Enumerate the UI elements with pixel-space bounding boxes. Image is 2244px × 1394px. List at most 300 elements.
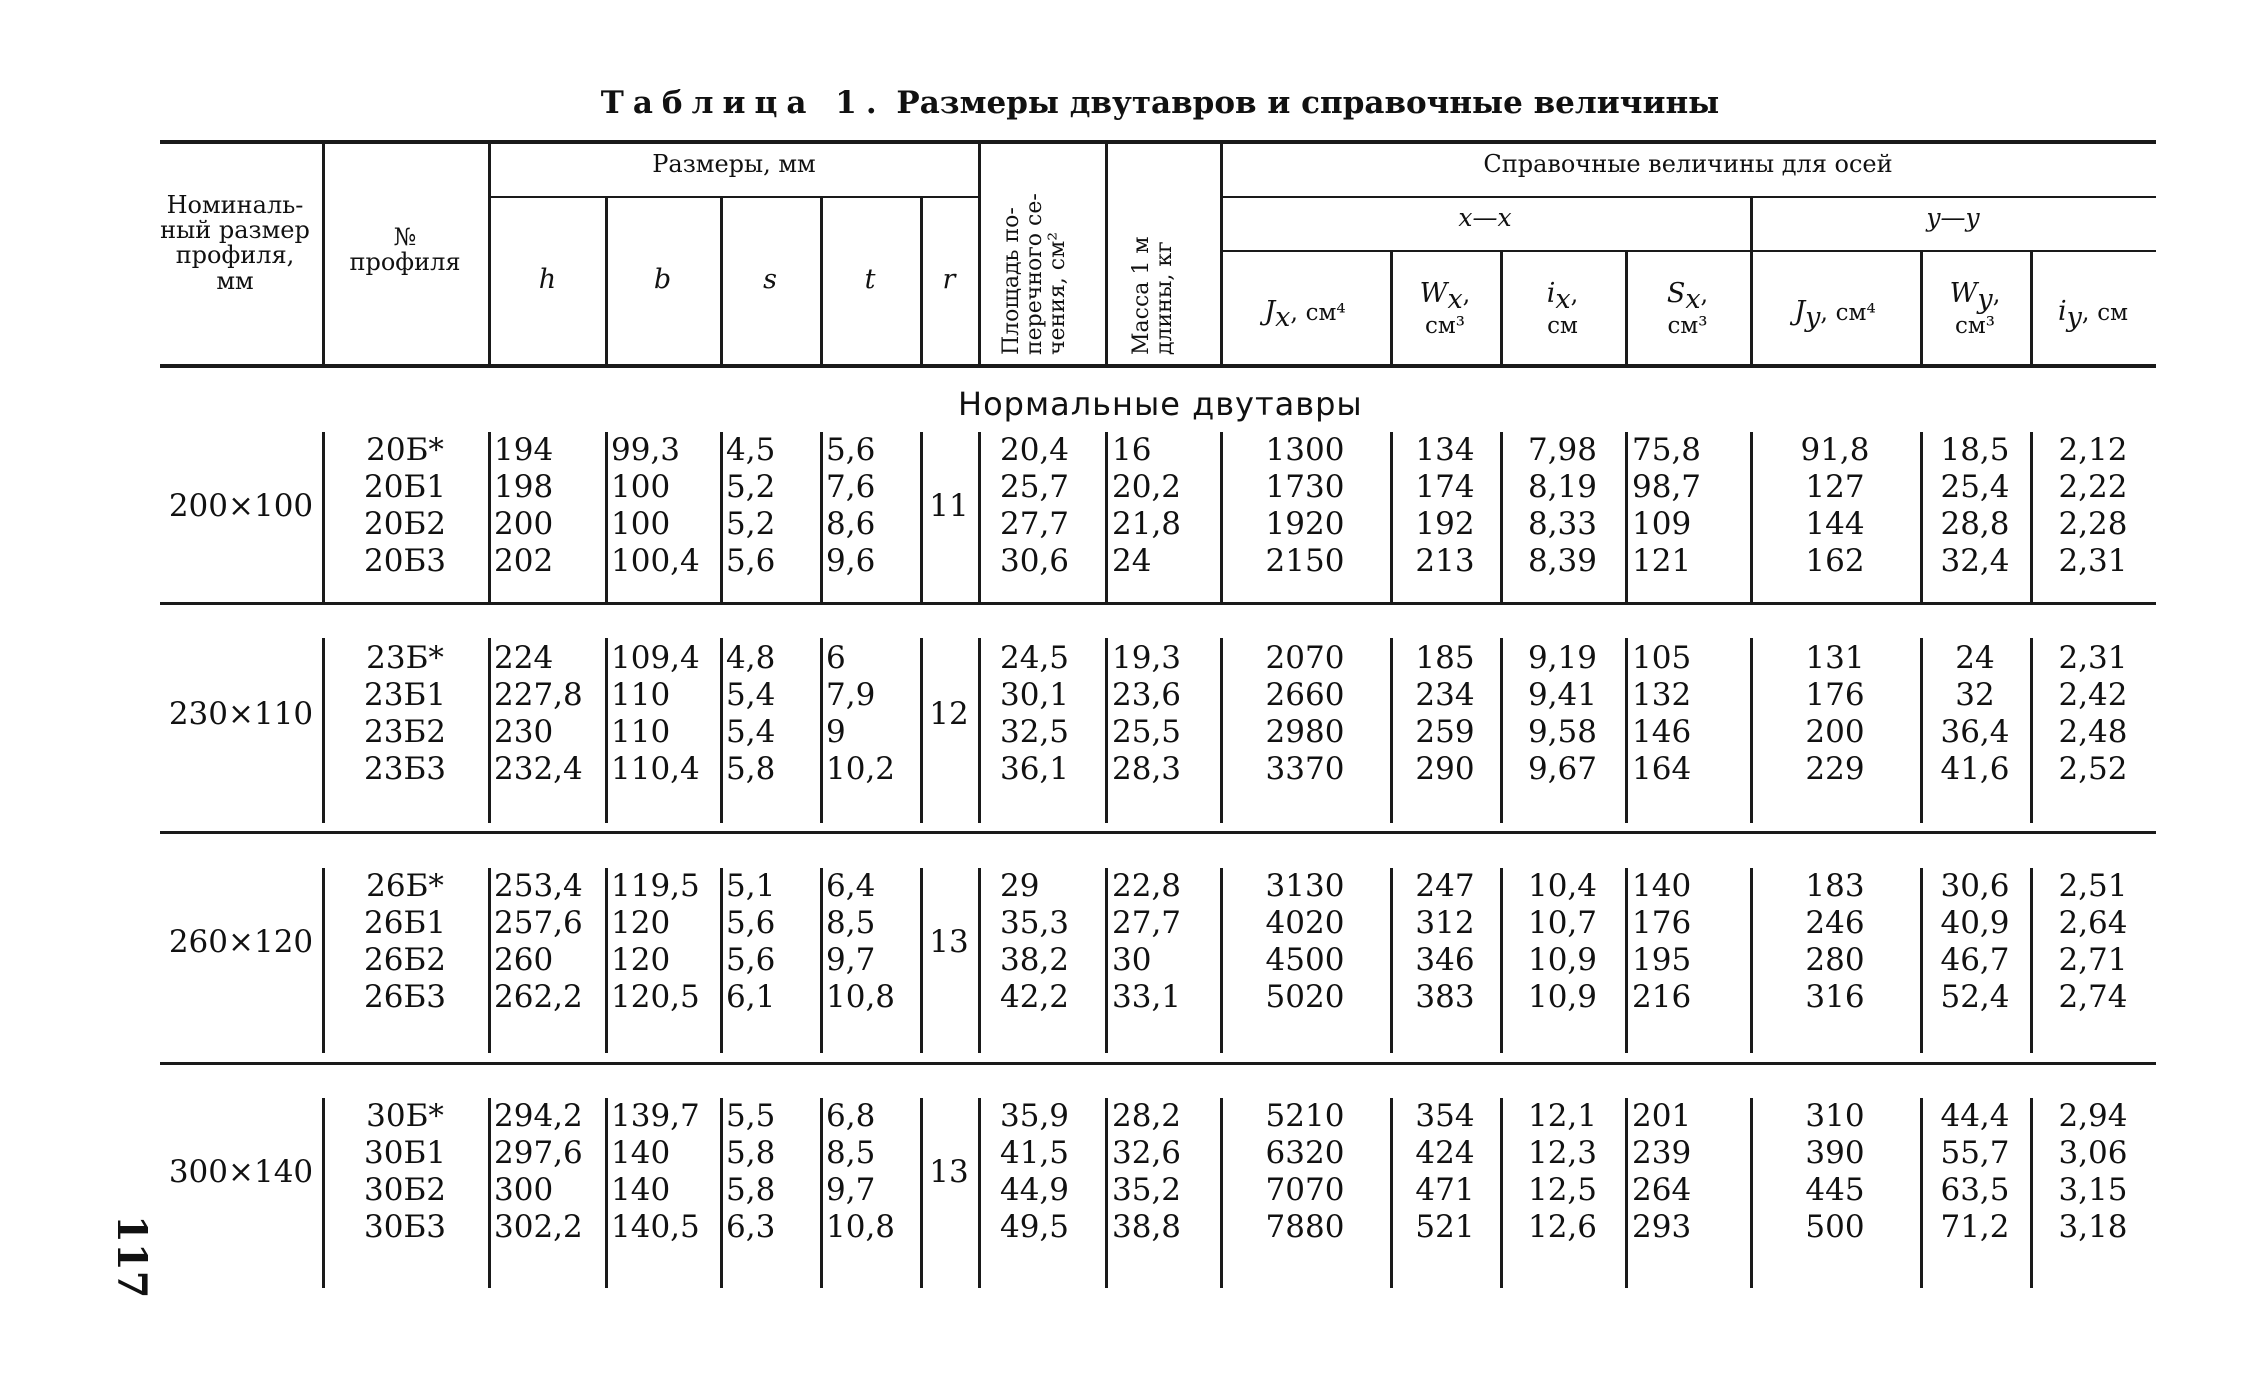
cell-s: 5,8 xyxy=(726,751,776,787)
header-dim-t: t xyxy=(864,264,876,295)
header-profile-line1: № xyxy=(393,223,417,251)
cell-wx: 192 xyxy=(1415,506,1475,542)
header-ix-unit: см xyxy=(1547,313,1578,340)
cell-wx: 259 xyxy=(1415,714,1475,750)
header-nominal-line3: профиля, xyxy=(175,241,295,270)
cell-profile: 23Б3 xyxy=(364,751,446,787)
header-sx-symbol: S xyxy=(1666,278,1686,309)
cell-t: 9,6 xyxy=(826,543,876,579)
cell-b: 100,4 xyxy=(611,543,700,579)
body-rule-g2-5 xyxy=(920,868,923,1053)
cell-t: 8,6 xyxy=(826,506,876,542)
cell-mass: 35,2 xyxy=(1112,1172,1182,1208)
cell-iy: 2,31 xyxy=(2058,543,2128,579)
cell-sx: 121 xyxy=(1632,543,1692,579)
cell-sx: 105 xyxy=(1632,640,1692,676)
cell-mass: 22,8 xyxy=(1112,868,1182,904)
body-rule-g3-4 xyxy=(820,1098,823,1288)
cell-wx: 213 xyxy=(1415,543,1475,579)
cell-t: 8,5 xyxy=(826,905,876,941)
cell-s: 5,1 xyxy=(726,868,776,904)
cell-h: 194 xyxy=(494,432,554,468)
cell-profile: 20Б1 xyxy=(364,469,446,505)
cell-b: 100 xyxy=(611,469,671,505)
header-wx-sub: x xyxy=(1447,283,1463,315)
cell-area: 42,2 xyxy=(1000,979,1070,1015)
body-rule-g3-6 xyxy=(978,1098,981,1288)
cell-ix: 10,9 xyxy=(1527,942,1598,978)
cell-b: 140 xyxy=(611,1135,671,1171)
cell-t: 6,8 xyxy=(826,1098,876,1134)
cell-iy: 3,15 xyxy=(2058,1172,2128,1208)
header-dim-r: r xyxy=(942,264,956,295)
cell-s: 4,5 xyxy=(726,432,776,468)
cell-s: 6,3 xyxy=(726,1209,776,1245)
cell-jx: 2070 xyxy=(1265,640,1345,676)
cell-sx: 132 xyxy=(1632,677,1692,713)
header-profile xyxy=(325,225,485,275)
cell-mass: 30 xyxy=(1112,942,1152,978)
cell-wx: 346 xyxy=(1415,942,1475,978)
cell-jx: 2660 xyxy=(1265,677,1345,713)
cell-iy: 2,71 xyxy=(2058,942,2128,978)
cell-wx: 234 xyxy=(1415,677,1475,713)
cell-wx: 383 xyxy=(1415,979,1475,1015)
cell-area: 29 xyxy=(1000,868,1040,904)
dim-r-value: 13 xyxy=(929,923,969,960)
header-iy-unit: см xyxy=(2097,300,2128,326)
cell-wy: 36,4 xyxy=(1940,714,2010,750)
cell-ix: 10,9 xyxy=(1527,979,1598,1015)
cell-area: 41,5 xyxy=(1000,1135,1070,1171)
header-jy-symbol: J xyxy=(1794,296,1806,327)
header-nominal-line2: ный размер xyxy=(160,216,310,245)
cell-h: 294,2 xyxy=(494,1098,583,1134)
cell-wx: 247 xyxy=(1415,868,1475,904)
header-jx-sub: x xyxy=(1275,301,1291,333)
cell-area: 30,6 xyxy=(1000,543,1070,579)
cell-mass: 19,3 xyxy=(1112,640,1182,676)
cell-jx: 2150 xyxy=(1265,543,1345,579)
cell-h: 262,2 xyxy=(494,979,583,1015)
cell-area: 36,1 xyxy=(1000,751,1070,787)
cell-h: 257,6 xyxy=(494,905,583,941)
header-wy: $W_y$, см³ xyxy=(1920,280,2030,338)
cell-ix: 8,39 xyxy=(1527,543,1598,579)
cell-jy: 316 xyxy=(1805,979,1865,1015)
cell-wy: 32,4 xyxy=(1940,543,2010,579)
cell-jy: 183 xyxy=(1805,868,1865,904)
header-wy-unit: см³ xyxy=(1955,313,1995,340)
cell-ix: 8,19 xyxy=(1527,469,1598,505)
cell-profile: 23Б* xyxy=(366,640,444,676)
rule-axis-sub xyxy=(1220,250,2156,252)
cell-iy: 2,28 xyxy=(2058,506,2128,542)
cell-ix: 9,19 xyxy=(1527,640,1598,676)
cell-wy: 24 xyxy=(1955,640,1995,676)
rule-dims-sub xyxy=(488,196,978,198)
header-mass xyxy=(1130,237,1176,356)
cell-t: 5,6 xyxy=(826,432,876,468)
cell-h: 227,8 xyxy=(494,677,583,713)
header-area xyxy=(1000,193,1069,355)
cell-mass: 20,2 xyxy=(1112,469,1182,505)
cell-iy: 2,51 xyxy=(2058,868,2128,904)
header-area-line1: Площадь по- xyxy=(999,207,1024,355)
cell-mass: 38,8 xyxy=(1112,1209,1182,1245)
cell-wy: 41,6 xyxy=(1940,751,2010,787)
header-wx-symbol: W xyxy=(1419,278,1448,309)
cell-ix: 12,6 xyxy=(1527,1209,1598,1245)
cell-b: 120 xyxy=(611,942,671,978)
cell-sx: 98,7 xyxy=(1632,469,1702,505)
cell-sx: 109 xyxy=(1632,506,1692,542)
cell-profile: 20Б* xyxy=(366,432,444,468)
cell-wy: 32 xyxy=(1955,677,1995,713)
cell-s: 4,8 xyxy=(726,640,776,676)
body-rule-g2-2 xyxy=(605,868,608,1053)
cell-wy: 52,4 xyxy=(1940,979,2010,1015)
cell-wx: 134 xyxy=(1415,432,1475,468)
cell-b: 120,5 xyxy=(611,979,700,1015)
cell-t: 10,2 xyxy=(826,751,896,787)
cell-s: 5,6 xyxy=(726,905,776,941)
cell-ix: 8,33 xyxy=(1527,506,1598,542)
cell-profile: 26Б1 xyxy=(364,905,446,941)
cell-t: 10,8 xyxy=(826,1209,896,1245)
cell-jy: 390 xyxy=(1805,1135,1865,1171)
header-jy: $J_y$, см⁴ xyxy=(1794,296,1876,333)
cell-t: 8,5 xyxy=(826,1135,876,1171)
header-sx-unit: см³ xyxy=(1667,313,1708,340)
cell-wx: 521 xyxy=(1415,1209,1475,1245)
header-rule-3 xyxy=(1105,144,1108,364)
header-mass-line1: Масса 1 м xyxy=(1129,236,1154,355)
cell-jx: 1300 xyxy=(1265,432,1345,468)
cell-iy: 2,48 xyxy=(2058,714,2128,750)
cell-iy: 2,74 xyxy=(2058,979,2128,1015)
cell-profile: 30Б2 xyxy=(364,1172,446,1208)
cell-t: 10,8 xyxy=(826,979,896,1015)
body-rule-g1-6 xyxy=(978,638,981,823)
cell-jx: 5020 xyxy=(1265,979,1345,1015)
cell-mass: 28,3 xyxy=(1112,751,1182,787)
cell-profile: 26Б2 xyxy=(364,942,446,978)
cell-ix: 7,98 xyxy=(1527,432,1598,468)
cell-iy: 2,22 xyxy=(2058,469,2128,505)
cell-area: 24,5 xyxy=(1000,640,1070,676)
nominal-size: 200×100 xyxy=(168,487,314,524)
header-dimensions: Размеры, мм xyxy=(652,150,816,178)
header-dim-s: s xyxy=(763,264,777,295)
cell-jx: 7880 xyxy=(1265,1209,1345,1245)
cell-iy: 2,94 xyxy=(2058,1098,2128,1134)
cell-area: 25,7 xyxy=(1000,469,1070,505)
cell-wy: 18,5 xyxy=(1940,432,2010,468)
cell-b: 100 xyxy=(611,506,671,542)
header-dim-b: b xyxy=(653,264,672,295)
cell-wx: 471 xyxy=(1415,1172,1475,1208)
cell-sx: 164 xyxy=(1632,751,1692,787)
cell-jx: 5210 xyxy=(1265,1098,1345,1134)
body-rule-g1-7 xyxy=(1105,638,1108,823)
cell-jx: 6320 xyxy=(1265,1135,1345,1171)
dim-r-value: 11 xyxy=(929,487,969,524)
body-rule-g3-7 xyxy=(1105,1098,1108,1288)
cell-jy: 200 xyxy=(1805,714,1865,750)
cell-wx: 290 xyxy=(1415,751,1475,787)
cell-wy: 30,6 xyxy=(1940,868,2010,904)
header-profile-line2: профиля xyxy=(349,248,461,277)
cell-h: 300 xyxy=(494,1172,554,1208)
body-rule-g3-2 xyxy=(605,1098,608,1288)
header-iy-sub: y xyxy=(2066,301,2082,333)
body-rule-g3-3 xyxy=(720,1098,723,1288)
cell-b: 109,4 xyxy=(611,640,700,676)
cell-s: 5,2 xyxy=(726,506,776,542)
cell-b: 139,7 xyxy=(611,1098,700,1134)
cell-jx: 1920 xyxy=(1265,506,1345,542)
body-rule-g2-3 xyxy=(720,868,723,1053)
cell-t: 9,7 xyxy=(826,1172,876,1208)
body-rule-g0-1 xyxy=(488,432,491,602)
cell-sx: 264 xyxy=(1632,1172,1692,1208)
cell-b: 140,5 xyxy=(611,1209,700,1245)
header-jx-unit: см⁴ xyxy=(1305,300,1346,326)
cell-jx: 7070 xyxy=(1265,1172,1345,1208)
header-ix: $i_x$, см xyxy=(1500,280,1625,338)
cell-mass: 24 xyxy=(1112,543,1152,579)
cell-wx: 312 xyxy=(1415,905,1475,941)
dim-r-value: 12 xyxy=(929,695,969,732)
header-wy-symbol: W xyxy=(1949,278,1978,309)
cell-mass: 32,6 xyxy=(1112,1135,1182,1171)
cell-b: 99,3 xyxy=(611,432,681,468)
cell-jx: 4500 xyxy=(1265,942,1345,978)
cell-h: 230 xyxy=(494,714,554,750)
cell-area: 20,4 xyxy=(1000,432,1070,468)
nominal-size: 230×110 xyxy=(168,695,314,732)
header-nominal-line4: мм xyxy=(216,266,254,295)
body-rule-g2-1 xyxy=(488,868,491,1053)
cell-mass: 25,5 xyxy=(1112,714,1182,750)
nominal-size: 300×140 xyxy=(168,1153,314,1190)
cell-s: 6,1 xyxy=(726,979,776,1015)
cell-mass: 16 xyxy=(1112,432,1152,468)
page-number: 117 xyxy=(108,1215,155,1299)
header-jx: $J_x$, см⁴ xyxy=(1264,296,1346,333)
header-sx-sub: x xyxy=(1685,283,1701,315)
body-rule-g0-3 xyxy=(720,432,723,602)
cell-s: 5,8 xyxy=(726,1172,776,1208)
cell-sx: 216 xyxy=(1632,979,1692,1015)
body-rule-g3-1 xyxy=(488,1098,491,1288)
cell-ix: 9,41 xyxy=(1527,677,1598,713)
cell-profile: 30Б1 xyxy=(364,1135,446,1171)
header-dim-h: h xyxy=(538,264,557,295)
cell-t: 7,9 xyxy=(826,677,876,713)
body-rule-g0-11 xyxy=(1625,432,1628,602)
cell-area: 49,5 xyxy=(1000,1209,1070,1245)
header-axis-x: x—x xyxy=(1458,203,1512,232)
body-rule-g1-1 xyxy=(488,638,491,823)
cell-t: 7,6 xyxy=(826,469,876,505)
cell-h: 202 xyxy=(494,543,554,579)
cell-iy: 2,42 xyxy=(2058,677,2128,713)
cell-profile: 20Б3 xyxy=(364,543,446,579)
cell-s: 5,5 xyxy=(726,1098,776,1134)
cell-b: 119,5 xyxy=(611,868,700,904)
body-rule-g0-2 xyxy=(605,432,608,602)
cell-sx: 140 xyxy=(1632,868,1692,904)
header-rule-2 xyxy=(978,144,981,364)
body-rule-g2-4 xyxy=(820,868,823,1053)
rule-ref-sub xyxy=(1220,196,2156,198)
cell-iy: 3,06 xyxy=(2058,1135,2128,1171)
cell-ix: 12,1 xyxy=(1527,1098,1598,1134)
cell-h: 198 xyxy=(494,469,554,505)
cell-s: 5,6 xyxy=(726,942,776,978)
cell-iy: 2,12 xyxy=(2058,432,2128,468)
body-rule-g0-6 xyxy=(978,432,981,602)
cell-jy: 162 xyxy=(1805,543,1865,579)
header-nominal-line1: Номиналь- xyxy=(166,191,304,219)
body-rule-g2-7 xyxy=(1105,868,1108,1053)
cell-mass: 33,1 xyxy=(1112,979,1182,1015)
cell-iy: 2,64 xyxy=(2058,905,2128,941)
cell-wy: 40,9 xyxy=(1940,905,2010,941)
cell-h: 232,4 xyxy=(494,751,583,787)
cell-mass: 28,2 xyxy=(1112,1098,1182,1134)
cell-b: 110 xyxy=(611,714,671,750)
cell-jy: 246 xyxy=(1805,905,1865,941)
cell-profile: 23Б1 xyxy=(364,677,446,713)
cell-jx: 3370 xyxy=(1265,751,1345,787)
cell-t: 6,4 xyxy=(826,868,876,904)
nominal-size: 260×120 xyxy=(168,923,314,960)
cell-s: 5,2 xyxy=(726,469,776,505)
cell-jx: 3130 xyxy=(1265,868,1345,904)
cell-jy: 500 xyxy=(1805,1209,1865,1245)
cell-b: 140 xyxy=(611,1172,671,1208)
table-title-text: Размеры двутавров и справочные величины xyxy=(896,85,1720,121)
body-rule-g0-4 xyxy=(820,432,823,602)
cell-iy: 2,31 xyxy=(2058,640,2128,676)
cell-sx: 75,8 xyxy=(1632,432,1702,468)
cell-ix: 12,3 xyxy=(1527,1135,1598,1171)
body-rule-g1-3 xyxy=(720,638,723,823)
header-reference: Справочные величины для осей xyxy=(1483,150,1893,178)
cell-area: 44,9 xyxy=(1000,1172,1070,1208)
header-axis-y: y—y xyxy=(1926,203,1980,232)
cell-ix: 9,67 xyxy=(1527,751,1598,787)
body-rule-g2-11 xyxy=(1625,868,1628,1053)
cell-iy: 2,52 xyxy=(2058,751,2128,787)
cell-wy: 71,2 xyxy=(1940,1209,2010,1245)
cell-wy: 63,5 xyxy=(1940,1172,2010,1208)
cell-area: 27,7 xyxy=(1000,506,1070,542)
cell-area: 35,9 xyxy=(1000,1098,1070,1134)
cell-jy: 144 xyxy=(1805,506,1865,542)
cell-jy: 127 xyxy=(1805,469,1865,505)
header-wx: $W_x$, см³ xyxy=(1390,280,1500,338)
cell-sx: 195 xyxy=(1632,942,1692,978)
body-rule-g3-11 xyxy=(1625,1098,1628,1288)
header-wx-unit: см³ xyxy=(1425,313,1465,340)
table-title xyxy=(160,85,2160,121)
cell-b: 120 xyxy=(611,905,671,941)
cell-wx: 424 xyxy=(1415,1135,1475,1171)
cell-s: 5,8 xyxy=(726,1135,776,1171)
header-wy-sub: y xyxy=(1977,283,1993,315)
cell-h: 200 xyxy=(494,506,554,542)
cell-area: 32,5 xyxy=(1000,714,1070,750)
cell-sx: 146 xyxy=(1632,714,1692,750)
rule-header-bottom xyxy=(160,364,2156,368)
cell-wy: 25,4 xyxy=(1940,469,2010,505)
cell-profile: 26Б* xyxy=(366,868,444,904)
cell-wy: 46,7 xyxy=(1940,942,2010,978)
header-nominal xyxy=(150,193,320,294)
cell-area: 30,1 xyxy=(1000,677,1070,713)
body-rule-g1-2 xyxy=(605,638,608,823)
cell-t: 6 xyxy=(826,640,846,676)
header-iy-symbol: i xyxy=(2058,296,2067,327)
cell-profile: 30Б* xyxy=(366,1098,444,1134)
rule-group-3 xyxy=(160,1062,2156,1065)
cell-jy: 176 xyxy=(1805,677,1865,713)
cell-jy: 229 xyxy=(1805,751,1865,787)
cell-jy: 310 xyxy=(1805,1098,1865,1134)
cell-jx: 4020 xyxy=(1265,905,1345,941)
cell-ix: 9,58 xyxy=(1527,714,1598,750)
rule-group-1 xyxy=(160,602,2156,605)
cell-wx: 174 xyxy=(1415,469,1475,505)
cell-mass: 23,6 xyxy=(1112,677,1182,713)
header-ix-symbol: i xyxy=(1546,278,1556,309)
cell-jy: 445 xyxy=(1805,1172,1865,1208)
cell-t: 9 xyxy=(826,714,846,750)
cell-b: 110,4 xyxy=(611,751,700,787)
cell-t: 9,7 xyxy=(826,942,876,978)
cell-sx: 201 xyxy=(1632,1098,1692,1134)
header-ix-sub: x xyxy=(1555,283,1571,315)
header-jy-unit: см⁴ xyxy=(1835,300,1876,326)
header-jy-sub: y xyxy=(1805,301,1821,333)
cell-wy: 28,8 xyxy=(1940,506,2010,542)
body-rule-g1-4 xyxy=(820,638,823,823)
body-rule-g0-7 xyxy=(1105,432,1108,602)
cell-jy: 131 xyxy=(1805,640,1865,676)
cell-s: 5,6 xyxy=(726,543,776,579)
cell-profile: 30Б3 xyxy=(364,1209,446,1245)
header-iy: $i_y$, см xyxy=(2058,296,2128,333)
cell-wx: 185 xyxy=(1415,640,1475,676)
cell-jy: 280 xyxy=(1805,942,1865,978)
header-mass-line2: длины, кг xyxy=(1152,241,1178,355)
cell-profile: 26Б3 xyxy=(364,979,446,1015)
header-area-line3: чения, см² xyxy=(1045,231,1071,355)
cell-s: 5,4 xyxy=(726,677,776,713)
body-rule-g3-5 xyxy=(920,1098,923,1288)
cell-s: 5,4 xyxy=(726,714,776,750)
cell-jx: 1730 xyxy=(1265,469,1345,505)
cell-wy: 55,7 xyxy=(1940,1135,2010,1171)
cell-area: 35,3 xyxy=(1000,905,1070,941)
table-title-prefix: Таблица 1. xyxy=(600,85,886,121)
cell-h: 224 xyxy=(494,640,554,676)
cell-sx: 239 xyxy=(1632,1135,1692,1171)
